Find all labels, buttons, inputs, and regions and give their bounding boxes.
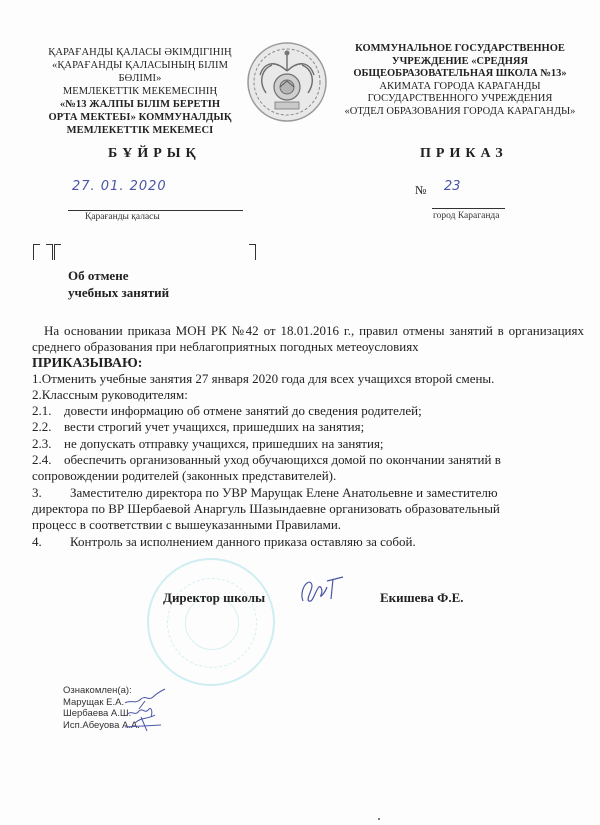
scan-speck bbox=[378, 818, 380, 820]
sub-item-text: вести строгий учет учащихся, пришедших на занятия; bbox=[64, 419, 365, 435]
sub-item-continuation: сопровождении родителей (законных представителей). bbox=[32, 468, 337, 484]
header-kazakh bbox=[30, 46, 250, 137]
header-kz-line: МЕМЛЕКЕТТІК МЕКЕМЕСІ bbox=[66, 125, 214, 136]
header-ru-line: УЧРЕЖДЕНИЕ «СРЕДНЯЯ bbox=[391, 55, 529, 67]
header-ru-line: «ОТДЕЛ ОБРАЗОВАНИЯ ГОРОДА КАРАГАНДЫ» bbox=[344, 105, 576, 117]
order-item-3-continuation: процесс в соответствии с вышеуказанными Правилами. bbox=[32, 517, 342, 533]
sub-item-number: 2.3. bbox=[32, 435, 52, 451]
sub-item bbox=[32, 403, 584, 419]
header-kz-line: «ҚАРАҒАНДЫ ҚАЛАСЫНЫҢ БІЛІМ bbox=[51, 60, 229, 71]
order-item-3-continuation: директора по ВР Шербаевой Анаргуль Шазындаевне организовать образовательный bbox=[32, 500, 500, 516]
document-title-kazakh: БҰЙРЫҚ bbox=[108, 146, 201, 161]
intro-paragraph: На основании приказа МОН РК №42 от 18.01.2016 г., правил отмены занятий в организациях среднего образования при неблагоприятных погодных метеоусловиях bbox=[32, 323, 584, 355]
header-ru-line: ГОСУДАРСТВЕННОГО УЧРЕЖДЕНИЯ bbox=[367, 93, 553, 104]
date-handwritten: 27. 01. 2020 bbox=[72, 179, 167, 194]
sub-item-text: довести информацию об отмене занятий до сведения родителей; bbox=[64, 403, 422, 419]
acknowledgement-block bbox=[63, 685, 140, 731]
acknowledged-person: Марущак Е.А. bbox=[63, 696, 125, 708]
state-emblem-icon bbox=[246, 41, 328, 123]
corner-bracket-mark bbox=[33, 244, 40, 260]
item-number: 3. bbox=[32, 484, 42, 500]
sub-item-number: 2.4. bbox=[32, 452, 52, 468]
sub-item bbox=[32, 452, 584, 468]
corner-bracket-mark bbox=[249, 244, 256, 260]
order-item-1: 1.Отменить учебные занятия 27 января 2020 года для всех учащихся второй смены. bbox=[32, 370, 495, 386]
order-body bbox=[32, 323, 584, 550]
order-item-2: 2.Классным руководителям: bbox=[32, 386, 188, 402]
date-underline bbox=[68, 194, 243, 211]
sub-item-text: не допускать отправку учащихся, пришедших на занятия; bbox=[64, 435, 384, 451]
subject-line: учебных занятий bbox=[68, 285, 170, 300]
acknowledged-person: Шербаева А.Ш. bbox=[63, 708, 132, 719]
number-underline bbox=[432, 194, 505, 209]
header-ru-line: КОММУНАЛЬНОЕ ГОСУДАРСТВЕННОЕ bbox=[355, 43, 565, 54]
document-title-russian: ПРИКАЗ bbox=[420, 146, 508, 161]
sub-item-number: 2.1. bbox=[32, 403, 52, 419]
item-number: 4. bbox=[32, 533, 42, 549]
acknowledgement-label: Ознакомлен(а): bbox=[63, 685, 132, 696]
order-item-3 bbox=[32, 485, 584, 501]
item-text: Контроль за исполнением данного приказа оставляю за собой. bbox=[70, 533, 416, 549]
sub-item bbox=[32, 436, 584, 452]
school-stamp-icon bbox=[147, 558, 275, 686]
director-name: Екишева Ф.Е. bbox=[380, 590, 464, 605]
header-kz-line: ОРТА МЕКТЕБІ» КОММУНАЛДЫҚ bbox=[48, 112, 232, 123]
header-russian bbox=[335, 43, 585, 118]
order-word: ПРИКАЗЫВАЮ: bbox=[32, 355, 143, 371]
director-title: Директор школы bbox=[163, 590, 266, 605]
acknowledgement-signatures-icon bbox=[121, 687, 191, 731]
header-kz-line: «№13 ЖАЛПЫ БІЛІМ БЕРЕТІН bbox=[59, 99, 221, 110]
item-text: Заместителю директора по УВР Марущак Елене Анатольевне и заместителю bbox=[70, 484, 498, 500]
header-kz-line: ҚАРАҒАНДЫ ҚАЛАСЫ ӘКІМДІГІНІҢ bbox=[48, 47, 232, 58]
header-ru-line: ОБЩЕОБРАЗОВАТЕЛЬНАЯ ШКОЛА №13» bbox=[353, 68, 567, 79]
city-russian: город Караганда bbox=[433, 211, 500, 221]
number-sign: № bbox=[415, 183, 427, 197]
header-ru-line: АКИМАТА ГОРОДА КАРАГАНДЫ bbox=[379, 80, 541, 92]
order-item-4 bbox=[32, 534, 584, 550]
order-subject bbox=[68, 267, 169, 301]
city-kazakh: Қарағанды қаласы bbox=[85, 212, 160, 222]
acknowledged-person: Исп.Абеуова А.А. bbox=[63, 719, 140, 731]
corner-bracket-mark bbox=[46, 244, 53, 260]
director-signature-icon bbox=[297, 573, 345, 605]
header-kz-line: МЕМЛЕКЕТТІК МЕКЕМЕСІНІҢ bbox=[62, 86, 218, 97]
header-kz-line: БӨЛІМІ» bbox=[118, 73, 162, 84]
corner-bracket-mark bbox=[54, 244, 61, 260]
sub-item bbox=[32, 419, 584, 435]
sub-item-number: 2.2. bbox=[32, 419, 52, 435]
order-number-handwritten: 23 bbox=[444, 179, 461, 194]
sub-item-text: обеспечить организованный уход обучающихся домой по окончании занятий в bbox=[64, 452, 501, 468]
subject-line: Об отмене bbox=[68, 268, 129, 283]
